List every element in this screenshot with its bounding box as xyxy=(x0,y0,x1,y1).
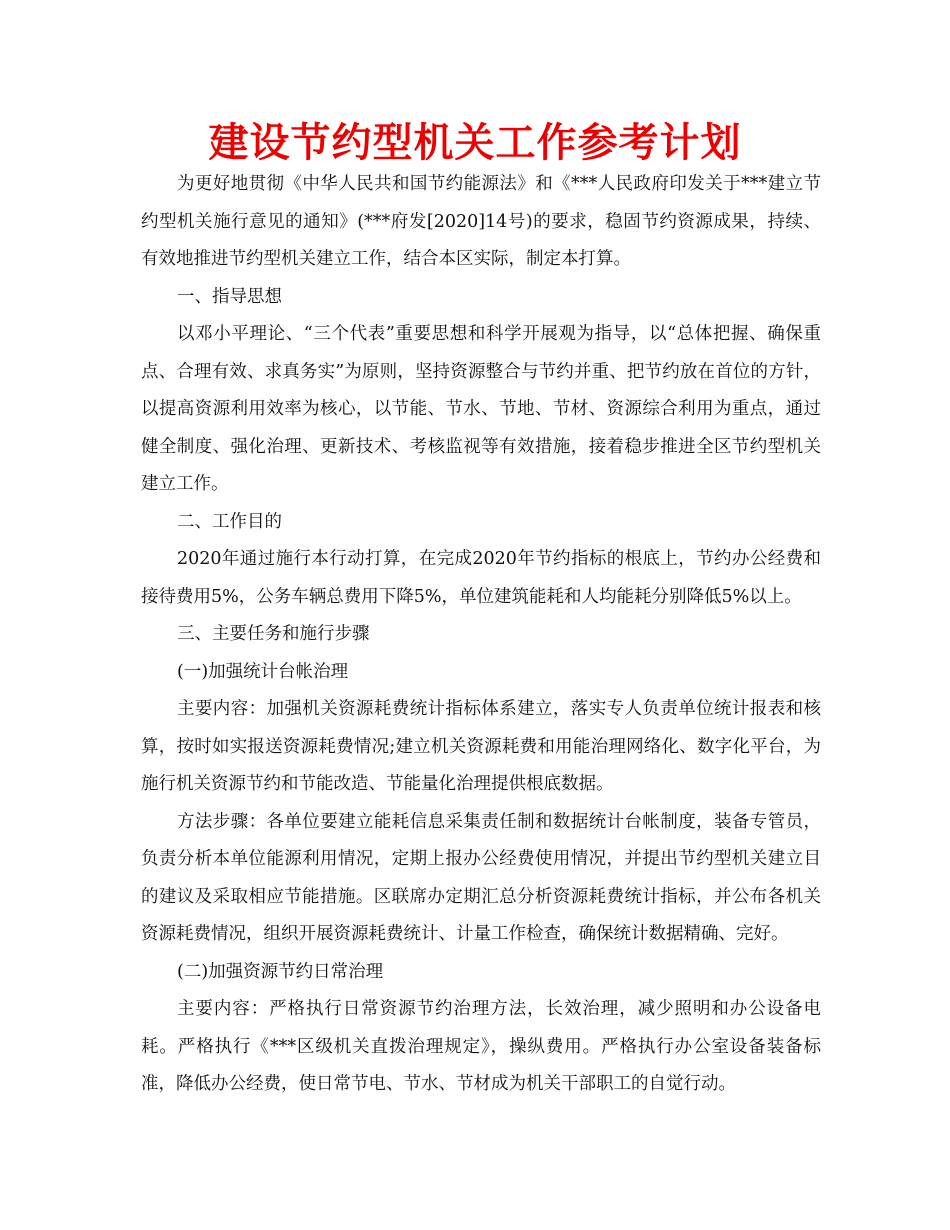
section-heading-guiding-ideology: 一、指导思想 xyxy=(177,286,282,307)
subsection-heading-daily-management: (二)加强资源节约日常治理 xyxy=(177,961,384,982)
daily-management-content-paragraph: 主要内容：严格执行日常资源节约治理方法，长效治理，减少照明和办公设备电耗。严格执行《***区级机关直拨治理规定》，操纵费用。严格执行办公室设备装备标准，降低办公经费，使日常节电、节水、节材成为机关干部职工的自觉行动。 xyxy=(141,999,821,1094)
work-goals-paragraph: 2020年通过施行本行动打算，在完成2020年节约指标的根底上，节约办公经费和接待费用5%，公务车辆总费用下降5%，单位建筑能耗和人均能耗分别降低5%以上。 xyxy=(141,549,821,607)
subsection-heading-statistics: (一)加强统计台帐治理 xyxy=(177,661,349,682)
intro-paragraph: 为更好地贯彻《中华人民共和国节约能源法》和《***人民政府印发关于***建立节约型机关施行意见的通知》(***府发[2020]14号)的要求，稳固节约资源成果，持续、有效地推进节约型机关建立工作，结合本区实际，制定本打算。 xyxy=(141,174,821,269)
section-heading-work-goals: 二、工作目的 xyxy=(177,511,282,532)
statistics-steps-paragraph: 方法步骤：各单位要建立能耗信息采集责任制和数据统计台帐制度，装备专管员，负责分析本单位能源利用情况，定期上报办公经费使用情况，并提出节约型机关建立目的建议及采取相应节能措施。区联席办定期汇总分析资源耗费统计指标，并公布各机关资源耗费情况，组织开展资源耗费统计、计量工作检查，确保统计数据精确、完好。 xyxy=(141,811,821,944)
document-title: 建设节约型机关工作参考计划 xyxy=(208,120,742,166)
section-heading-main-tasks: 三、主要任务和施行步骤 xyxy=(177,624,370,644)
guiding-ideology-paragraph: 以邓小平理论、“三个代表”重要思想和科学开展观为指导，以“总体把握、确保重点、合理有效、求真务实”为原则，坚持资源整合与节约并重、把节约放在首位的方针，以提高资源利用效率为核心，以节能、节水、节地、节材、资源综合利用为重点，通过健全制度、强化治理、更新技术、考核监视等有效措施，接着稳步推进全区节约型机关建立工作。 xyxy=(141,324,821,494)
document-body xyxy=(141,166,821,1104)
statistics-content-paragraph: 主要内容：加强机关资源耗费统计指标体系建立，落实专人负责单位统计报表和核算，按时如实报送资源耗费情况;建立机关资源耗费和用能治理网络化、数字化平台，为施行机关资源节约和节能改造、节能量化治理提供根底数据。 xyxy=(141,699,821,794)
